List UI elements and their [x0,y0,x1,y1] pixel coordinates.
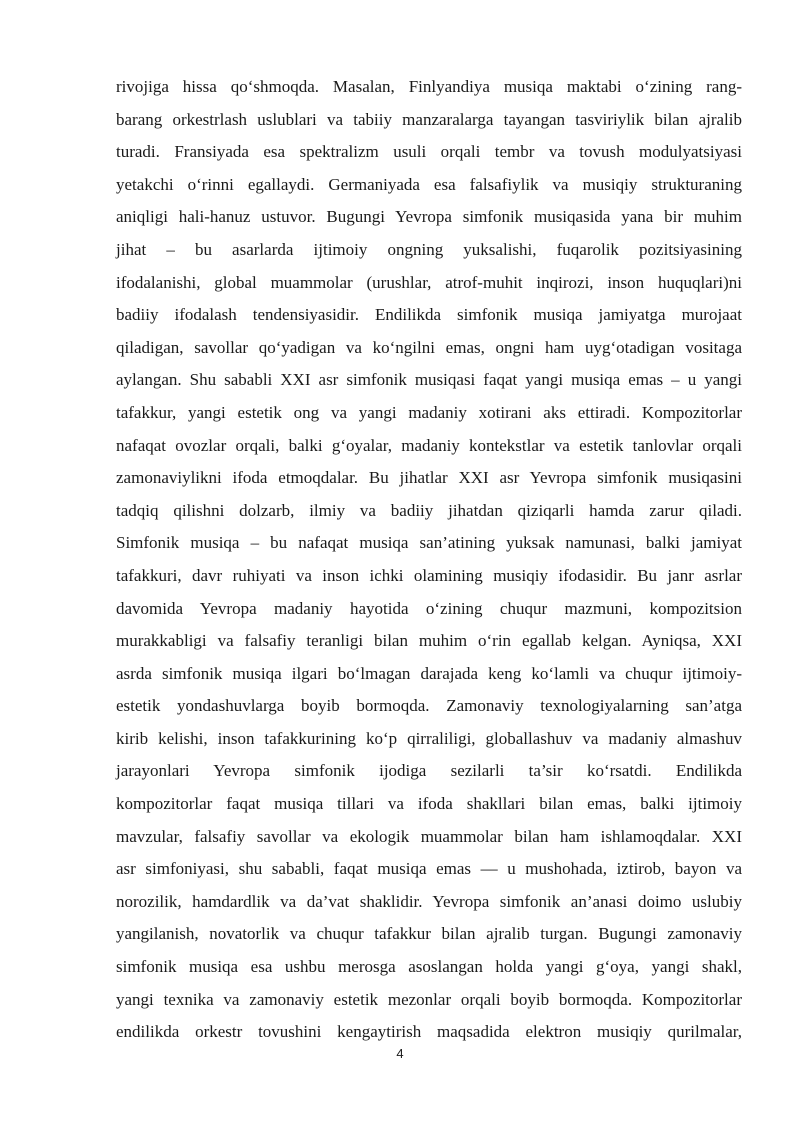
text-line: tafakkur, yangi estetik ong va yangi madaniy xotirani aks ettiradi. Kompozitorlar [116,402,742,422]
text-line: aylangan. Shu sababli XXI asr simfonik musiqasi faqat yangi musiqa emas – u yangi [116,370,742,390]
text-line: yangi texnika va zamonaviy estetik mezonlar orqali boyib bormoqda. Kompozitorlar [116,989,742,1009]
text-line: endilikda orkestr tovushini kengaytirish maqsadida elektron musiqiy qurilmalar, [116,1022,742,1042]
text-line: asrda simfonik musiqa ilgari bo‘lmagan darajada keng ko‘lamli va chuqur ijtimoiy- [116,663,742,683]
text-line: tafakkuri, davr ruhiyati va inson ichki olamining musiqiy ifodasidir. Bu janr asrlar [116,565,742,585]
body-text [116,71,742,1049]
text-line: norozilik, hamdardlik va da’vat shaklidir. Yevropa simfonik an’anasi doimo uslubiy [116,891,742,911]
text-line: asr simfoniyasi, shu sababli, faqat musiqa emas — u mushohada, iztirob, bayon va [116,859,742,879]
text-line: davomida Yevropa madaniy hayotida o‘zining chuqur mazmuni, kompozitsion [116,598,742,618]
text-line: ifodalanishi, global muammolar (urushlar, atrof-muhit inqirozi, inson huquqlari)ni [116,272,742,292]
text-line: yangilanish, novatorlik va chuqur tafakkur bilan ajralib turgan. Bugungi zamonaviy [116,924,742,944]
text-line: kompozitorlar faqat musiqa tillari va ifoda shakllari bilan emas, balki ijtimoiy [116,794,742,814]
text-line: nafaqat ovozlar orqali, balki g‘oyalar, madaniy kontekstlar va estetik tanlovlar orqali [116,435,742,455]
text-line: aniqligi hali-hanuz ustuvor. Bugungi Yevropa simfonik musiqasida yana bir muhim [116,207,742,227]
text-line: rivojiga hissa qo‘shmoqda. Masalan, Finlyandiya musiqa maktabi o‘zining rang- [116,77,742,96]
text-line: jarayonlari Yevropa simfonik ijodiga sezilarli ta’sir ko‘rsatdi. Endilikda [116,761,742,781]
text-line: kirib kelishi, inson tafakkurining ko‘p qirraliligi, globallashuv va madaniy almashuv [116,728,742,748]
text-line: tadqiq qilishni dolzarb, ilmiy va badiiy jihatdan qiziqarli hamda zarur qiladi. [116,500,742,520]
text-line: murakkabligi va falsafiy teranligi bilan muhim o‘rin egallab kelgan. Ayniqsa, XXI [116,631,742,651]
page-number: 4 [396,1046,404,1061]
text-line: turadi. Fransiyada esa spektralizm usuli orqali tembr va tovush modulyatsiyasi [116,142,742,162]
text-line: Simfonik musiqa – bu nafaqat musiqa san’atining yuksak namunasi, balki jamiyat [116,533,742,553]
text-line: barang orkestrlash uslublari va tabiiy manzaralarga tayangan tasviriylik bilan ajralib [116,109,742,129]
text-line: jihat – bu asarlarda ijtimoiy ongning yuksalishi, fuqarolik pozitsiyasining [116,239,742,259]
text-line: mavzular, falsafiy savollar va ekologik muammolar bilan ham ishlamoqdalar. XXI [116,826,742,846]
text-line: yetakchi o‘rinni egallaydi. Germaniyada esa falsafiylik va musiqiy strukturaning [116,174,742,194]
text-line: simfonik musiqa esa ushbu merosga asoslangan holda yangi g‘oya, yangi shakl, [116,957,742,977]
text-line: badiiy ifodalash tendensiyasidir. Endilikda simfonik musiqa jamiyatga murojaat [116,305,742,325]
text-line: zamonaviylikni ifoda etmoqdalar. Bu jihatlar XXI asr Yevropa simfonik musiqasini [116,468,742,488]
text-line: estetik yondashuvlarga boyib bormoqda. Zamonaviy texnologiyalarning san’atga [116,696,742,716]
text-line: qiladigan, savollar qo‘yadigan va ko‘ngilni emas, ongni ham uyg‘otadigan vositaga [116,337,742,357]
